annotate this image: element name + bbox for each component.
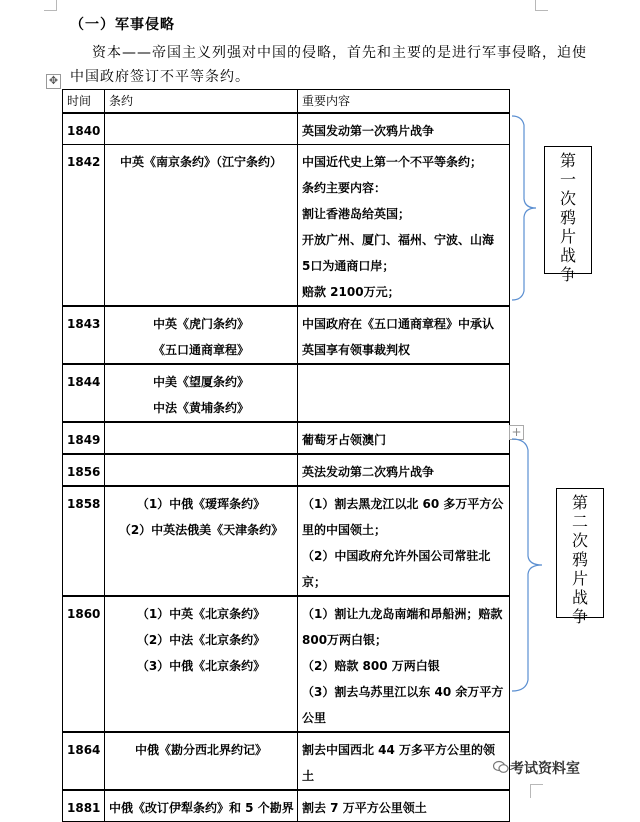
label-char: 鸦: [571, 550, 588, 569]
content-cell: [298, 596, 510, 732]
table-row: [63, 364, 510, 422]
year-cell: 1881: [63, 790, 105, 822]
year-cell: 1858: [63, 486, 105, 596]
watermark-text: 考试资料室: [510, 761, 580, 777]
table-header-row: [63, 90, 510, 114]
move-handle-icon[interactable]: ✥: [46, 74, 61, 89]
treaty-cell: [105, 790, 298, 822]
treaty-line: （2）中英法俄美《天津条约》: [118, 523, 284, 537]
content-line: 赔款 2100万元；: [302, 285, 400, 299]
content-line: 中国近代史上第一个不平等条约；: [302, 155, 483, 169]
treaty-line: 中俄《改订伊犁条约》和 5 个勘界: [109, 801, 294, 815]
content-line: 开放广州、厦门、福州、宁波、山海: [302, 233, 495, 247]
treaty-table: [62, 89, 510, 822]
treaty-line: 中英《虎门条约》: [152, 317, 249, 331]
table-row: [63, 113, 510, 145]
label-char: 第: [559, 151, 576, 170]
treaty-line: 《五口通商章程》: [152, 343, 249, 357]
content-cell: [298, 486, 510, 596]
table-body: [63, 113, 510, 822]
treaty-line: （3）中俄《北京条约》: [136, 659, 266, 673]
year-cell: 1856: [63, 454, 105, 486]
first-war-brace: [510, 115, 540, 301]
content-line: 里的中国领土；: [302, 523, 387, 537]
label-char: 片: [559, 227, 576, 246]
content-line: 条约主要内容：: [302, 181, 387, 195]
treaty-line: 中美《望厦条约》: [152, 375, 249, 389]
treaty-line: （1）中俄《瑷珲条约》: [136, 497, 266, 511]
table-row: [63, 790, 510, 822]
content-cell: [298, 145, 510, 307]
label-char: 争: [571, 607, 588, 626]
content-line: 英法发动第二次鸦片战争: [302, 465, 435, 479]
treaty-line: 中俄《勘分西北界约记》: [134, 743, 267, 757]
header-content: 重要内容: [298, 90, 510, 114]
section-heading: （一）军事侵略: [70, 17, 175, 33]
content-line: 割让香港岛给英国；: [302, 207, 411, 221]
page-corner-mark-tr: [535, 0, 548, 11]
treaty-line: （1）中英《北京条约》: [136, 607, 266, 621]
content-line: 英国享有领事裁判权: [302, 343, 411, 357]
second-opium-war-label: [556, 488, 604, 626]
table-row: [63, 732, 510, 790]
page-corner-mark-tl: [44, 0, 57, 11]
content-line: 中国政府在《五口通商章程》中承认: [302, 317, 495, 331]
table-row: [63, 486, 510, 596]
table-row: [63, 454, 510, 486]
year-cell: 1842: [63, 145, 105, 307]
treaty-cell: [105, 422, 298, 454]
content-line: （2）中国政府允许外国公司常驻北: [302, 549, 491, 563]
intro-line-1: 资本——帝国主义列强对中国的侵略，首先和主要的是进行军事侵略，迫使: [92, 45, 587, 61]
content-line: 割去 7 万平方公里领土: [302, 801, 427, 815]
year-cell: 1849: [63, 422, 105, 454]
content-line: 京；: [302, 575, 327, 589]
page-corner-mark-br: [530, 784, 543, 798]
year-cell: 1844: [63, 364, 105, 422]
table-row: [63, 306, 510, 364]
content-line: 公里: [302, 711, 327, 725]
label-char: 二: [571, 512, 588, 531]
treaty-cell: [105, 486, 298, 596]
content-line: （1）割去黑龙江以北 60 多万平方公: [302, 497, 504, 511]
content-cell: [298, 364, 510, 422]
year-cell: 1843: [63, 306, 105, 364]
treaty-line: （2）中法《北京条约》: [136, 633, 266, 647]
content-line: 葡萄牙占领澳门: [302, 433, 387, 447]
wechat-icon: [493, 760, 509, 774]
label-char: 次: [559, 189, 576, 208]
content-line: 英国发动第一次鸦片战争: [302, 124, 435, 138]
content-cell: [298, 306, 510, 364]
content-cell: [298, 113, 510, 145]
content-line: 割去中国西北 44 万多平方公里的领: [302, 743, 496, 757]
content-line: 5口为通商口岸；: [302, 259, 395, 273]
label-char: 第: [571, 493, 588, 512]
table-row: [63, 596, 510, 732]
label-char: 战: [571, 588, 588, 607]
intro-line-2: 中国政府签订不平等条约。: [70, 69, 250, 85]
header-treaty: 条约: [105, 90, 298, 114]
treaty-cell: [105, 145, 298, 307]
treaty-cell: [105, 113, 298, 145]
treaty-cell: [105, 364, 298, 422]
year-cell: 1860: [63, 596, 105, 732]
header-year: 时间: [63, 90, 105, 114]
content-line: （1）割让九龙岛南端和昂船洲；赔款: [302, 607, 503, 621]
content-line: （3）割去乌苏里江以东 40 余万平方: [302, 685, 504, 699]
content-cell: [298, 422, 510, 454]
label-char: 一: [559, 170, 576, 189]
content-cell: [298, 732, 510, 790]
content-cell: [298, 790, 510, 822]
treaty-cell: [105, 306, 298, 364]
content-line: 800万两白银；: [302, 633, 388, 647]
label-char: 战: [559, 246, 576, 265]
treaty-line: 中英《南京条约》（江宁条约）: [119, 155, 282, 169]
label-char: 片: [571, 569, 588, 588]
first-opium-war-label: [544, 146, 592, 284]
content-line: 土: [302, 769, 315, 783]
content-cell: [298, 454, 510, 486]
label-char: 次: [571, 531, 588, 550]
treaty-cell: [105, 454, 298, 486]
table-row: [63, 145, 510, 307]
content-line: （2）赔款 800 万两白银: [302, 659, 440, 673]
add-row-icon[interactable]: +: [509, 425, 524, 440]
label-char: 鸦: [559, 208, 576, 227]
second-war-brace: [510, 438, 546, 692]
year-cell: 1864: [63, 732, 105, 790]
label-char: 争: [559, 265, 576, 284]
table-row: [63, 422, 510, 454]
treaty-cell: [105, 596, 298, 732]
year-cell: 1840: [63, 113, 105, 145]
treaty-cell: [105, 732, 298, 790]
treaty-line: 中法《黄埔条约》: [152, 401, 249, 415]
